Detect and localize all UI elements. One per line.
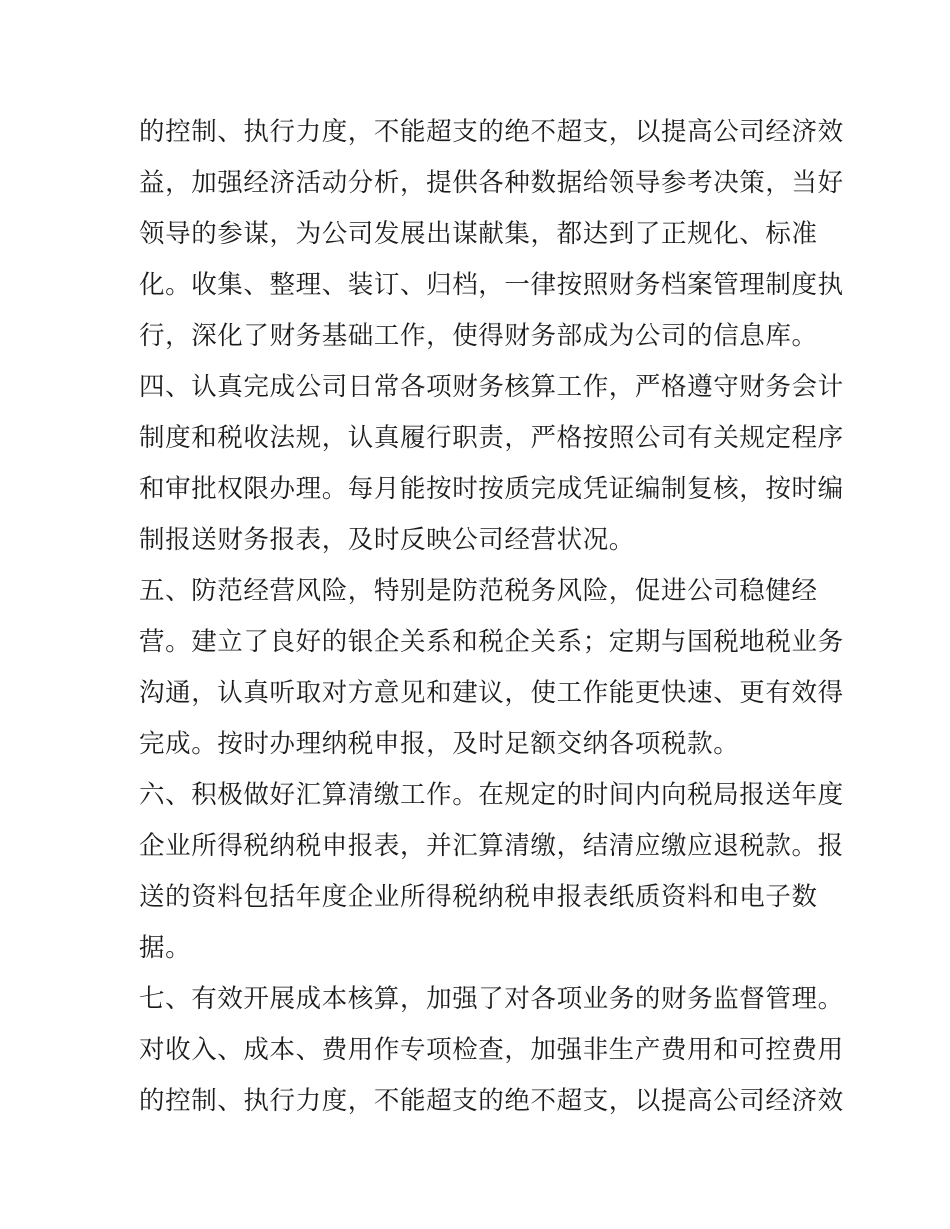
text-line: 完成。按时办理纳税申报，及时足额交纳各项税款。 <box>139 729 740 759</box>
text-line: 和审批权限办理。每月能按时按质完成凭证编制复核，按时编 <box>139 474 844 504</box>
text-line: 行，深化了财务基础工作，使得财务部成为公司的信息库。 <box>139 321 818 351</box>
text-line: 制度和税收法规，认真履行职责，严格按照公司有关规定程序 <box>139 423 844 453</box>
text-line: 益，加强经济活动分析，提供各种数据给领导参考决策，当好 <box>139 168 844 198</box>
section-seven-heading-line: 七、有效开展成本核算，加强了对各项业务的财务监督管理。 <box>139 984 844 1014</box>
text-line: 企业所得税纳税申报表，并汇算清缴，结清应缴应退税款。报 <box>139 831 844 861</box>
section-four-heading-line: 四、认真完成公司日常各项财务核算工作，严格遵守财务会计 <box>139 372 844 402</box>
text-line: 的控制、执行力度，不能超支的绝不超支，以提高公司经济效 <box>139 1086 844 1116</box>
text-line: 的控制、执行力度，不能超支的绝不超支，以提高公司经济效 <box>139 117 844 147</box>
text-line: 化。收集、整理、装订、归档，一律按照财务档案管理制度执 <box>139 270 844 300</box>
section-six-heading-line: 六、积极做好汇算清缴工作。在规定的时间内向税局报送年度 <box>139 780 844 810</box>
text-line: 对收入、成本、费用作专项检查，加强非生产费用和可控费用 <box>139 1035 844 1065</box>
text-line: 据。 <box>139 933 192 963</box>
section-five-heading-line: 五、防范经营风险，特别是防范税务风险，促进公司稳健经 <box>139 576 818 606</box>
text-line: 营。建立了良好的银企关系和税企关系；定期与国税地税业务 <box>139 627 844 657</box>
text-line: 制报送财务报表，及时反映公司经营状况。 <box>139 525 635 555</box>
text-line: 送的资料包括年度企业所得税纳税申报表纸质资料和电子数 <box>139 882 818 912</box>
text-line: 领导的参谋，为公司发展出谋献集，都达到了正规化、标准 <box>139 219 818 249</box>
text-line: 沟通，认真听取对方意见和建议，使工作能更快速、更有效得 <box>139 678 844 708</box>
document-body <box>139 107 844 1127</box>
